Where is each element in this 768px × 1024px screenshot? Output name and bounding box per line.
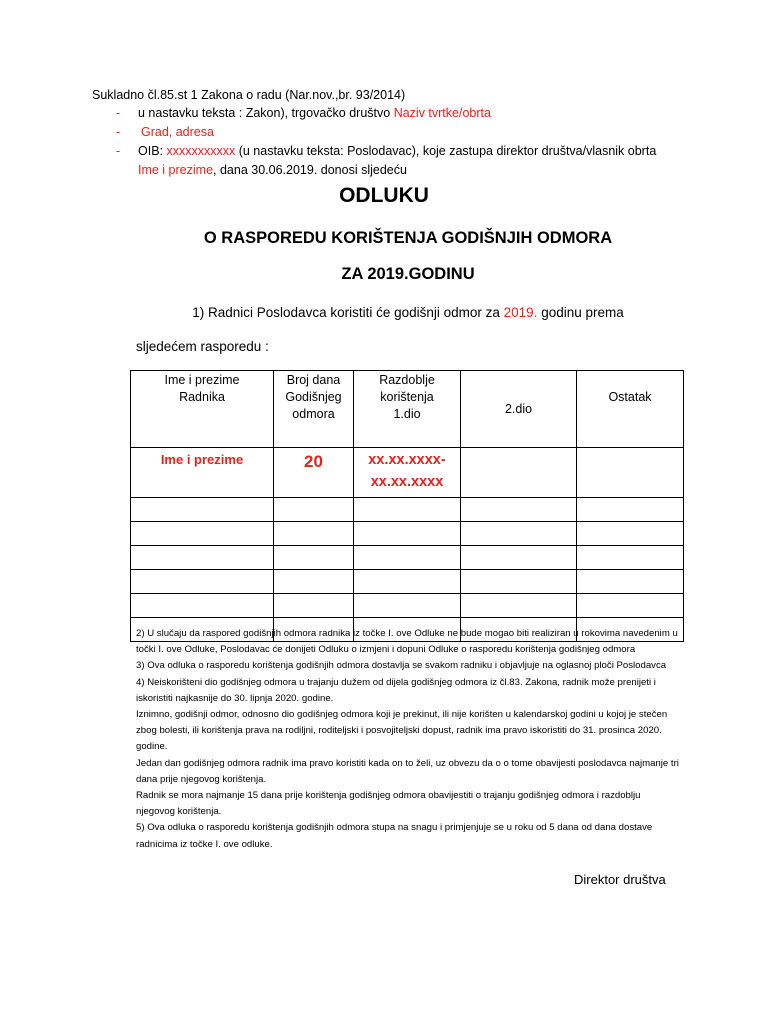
table-row xyxy=(131,546,684,570)
empty-cell xyxy=(274,570,354,594)
cell-remainder xyxy=(577,448,684,498)
empty-cell xyxy=(354,570,461,594)
period-end-placeholder: xx.xx.xxxx xyxy=(370,474,444,490)
provision-5: 5) Ova odluka o rasporedu korištenja godišnjih odmora stupa na snagu i primjenjuje se u roku od 5 dana od dana dostave radnicima iz točke I. ove odluke. xyxy=(136,822,653,850)
provision-3: 3) Ova odluka o rasporedu korištenja godišnjih odmora dostavlja se svakom radniku i objavljuje na oglasnoj ploči Poslodavca xyxy=(136,660,667,672)
empty-cell xyxy=(131,498,274,522)
empty-cell xyxy=(577,570,684,594)
empty-cell xyxy=(354,594,461,618)
provision-2: 2) U slučaju da raspored godišnjih odmora radnika iz točke I. ove Odluke ne bude mogao biti realiziran u rokovima navedenim u točki I. ove Odluke, Poslodavac će donijeti Odluku o izmjeni i dopuni Odluke o rasporedu korištenja godišnjeg odmora xyxy=(136,628,678,656)
oib-label: OIB: xyxy=(138,144,167,158)
empty-cell xyxy=(577,546,684,570)
paragraph-1-continuation: sljedećem rasporedu : xyxy=(136,339,269,354)
paragraph-1-end: godinu prema xyxy=(537,305,624,320)
cell-days xyxy=(274,448,354,498)
header-name-line1: Ime i prezime xyxy=(164,373,240,387)
empty-cell xyxy=(577,522,684,546)
empty-cell xyxy=(274,594,354,618)
header-days-line3: odmora xyxy=(292,407,335,421)
bullet-dash: - xyxy=(116,106,121,120)
oib-placeholder: xxxxxxxxxxx xyxy=(166,144,236,158)
empty-cell xyxy=(577,594,684,618)
bullet-oib-continuation xyxy=(138,161,656,180)
date-text: , dana 30.06.2019. donosi sljedeću xyxy=(213,163,407,177)
header-period-line3: 1.dio xyxy=(393,407,421,421)
cell-part-2 xyxy=(461,448,577,498)
bullet-list xyxy=(116,104,656,180)
header-part-2: 2.dio xyxy=(461,371,577,448)
provision-4: 4) Neiskorišteni dio godišnjeg odmora u trajanju dužem od dijela godišnjeg odmora iz čl.83. Zakona, radnik može prenijeti i iskoristiti najkasnije do 30. lipnja 2020. godine. xyxy=(136,676,656,704)
header-name xyxy=(131,371,274,448)
empty-cell xyxy=(274,522,354,546)
header-remainder-label: Ostatak xyxy=(608,390,652,404)
period-start-placeholder: xx.xx.xxxx- xyxy=(368,452,446,468)
empty-cell xyxy=(131,594,274,618)
signature-label: Direktor društva xyxy=(574,872,666,887)
header-period-line1: Razdoblje xyxy=(379,373,435,387)
header-days-line1: Broj dana xyxy=(286,373,341,387)
empty-cell xyxy=(461,570,577,594)
employee-name-placeholder: Ime i prezime xyxy=(160,452,244,467)
bullet-oib xyxy=(116,142,656,180)
cell-period xyxy=(354,448,461,498)
legal-basis-line: Sukladno čl.85.st 1 Zakona o radu (Nar.nov.,br. 93/2014) xyxy=(92,88,406,102)
header-remainder xyxy=(577,371,684,448)
paragraph-1-year: 2019. xyxy=(503,305,538,320)
empty-cell xyxy=(461,498,577,522)
provisions-block xyxy=(136,626,681,853)
document-title: ODLUKU xyxy=(339,184,429,207)
header-period-line2: korištenja xyxy=(380,390,434,404)
company-name-placeholder: Naziv tvrtke/obrta xyxy=(393,106,491,120)
cell-name xyxy=(131,448,274,498)
bullet-address xyxy=(116,123,656,142)
empty-cell xyxy=(461,546,577,570)
empty-cell xyxy=(461,594,577,618)
empty-cell xyxy=(577,498,684,522)
empty-cell xyxy=(354,522,461,546)
empty-cell xyxy=(274,498,354,522)
provision-4-exception: Iznimno, godišnji odmor, odnosno dio godišnjeg odmora koji je prekinut, ili nije korišten u kalendarskoj godini u kojoj je stečen zbog bolesti, ili korištenja prava na rodiljni, roditeljski i posvojiteljski dopust, radnik ima pravo iskoristiti do 31. prosinca 2020. godine. xyxy=(136,709,668,753)
header-name-line2: Radnika xyxy=(179,390,225,404)
bullet-company xyxy=(116,104,656,123)
empty-cell xyxy=(131,522,274,546)
provision-4-notice: Radnik se mora najmanje 15 dana prije korištenja godišnjeg odmora obavijestiti o trajanju godišnjeg odmora i razdoblju njegovog korištenja. xyxy=(136,790,641,818)
director-name-placeholder: Ime i prezime xyxy=(138,163,214,177)
table-row xyxy=(131,448,684,498)
table-header-row xyxy=(131,371,684,448)
header-days-line2: Godišnjeg xyxy=(285,390,342,404)
empty-cell xyxy=(131,546,274,570)
empty-cell xyxy=(354,498,461,522)
paragraph-1 xyxy=(0,305,768,320)
document-subtitle: O RASPOREDU KORIŠTENJA GODIŠNJIH ODMORA xyxy=(203,229,613,247)
empty-cell xyxy=(354,546,461,570)
oib-text: (u nastavku teksta: Poslodavac), koje zastupa direktor društva/vlasnik obrta xyxy=(235,144,657,158)
table-row xyxy=(131,498,684,522)
table-row xyxy=(131,594,684,618)
address-placeholder: Grad, adresa xyxy=(141,125,214,139)
header-period xyxy=(354,371,461,448)
empty-cell xyxy=(461,522,577,546)
empty-cell xyxy=(131,570,274,594)
paragraph-1-text: 1) Radnici Poslodavca koristiti će godišnji odmor za xyxy=(192,305,504,320)
bullet-dash: - xyxy=(116,125,121,139)
table-row xyxy=(131,522,684,546)
provision-4-single-day: Jedan dan godišnjeg odmora radnik ima pravo koristiti kada on to želi, uz obvezu da o o tome obavijesti poslodavca najmanje tri dana prije njegovog korištenja. xyxy=(136,757,679,785)
header-days xyxy=(274,371,354,448)
table-row xyxy=(131,570,684,594)
empty-cell xyxy=(274,546,354,570)
bullet-company-text: u nastavku teksta : Zakon), trgovačko društvo xyxy=(138,106,394,120)
days-value: 20 xyxy=(304,452,323,471)
schedule-table xyxy=(130,370,684,642)
document-year-title: ZA 2019.GODINU xyxy=(341,265,475,283)
bullet-dash: - xyxy=(116,144,121,158)
